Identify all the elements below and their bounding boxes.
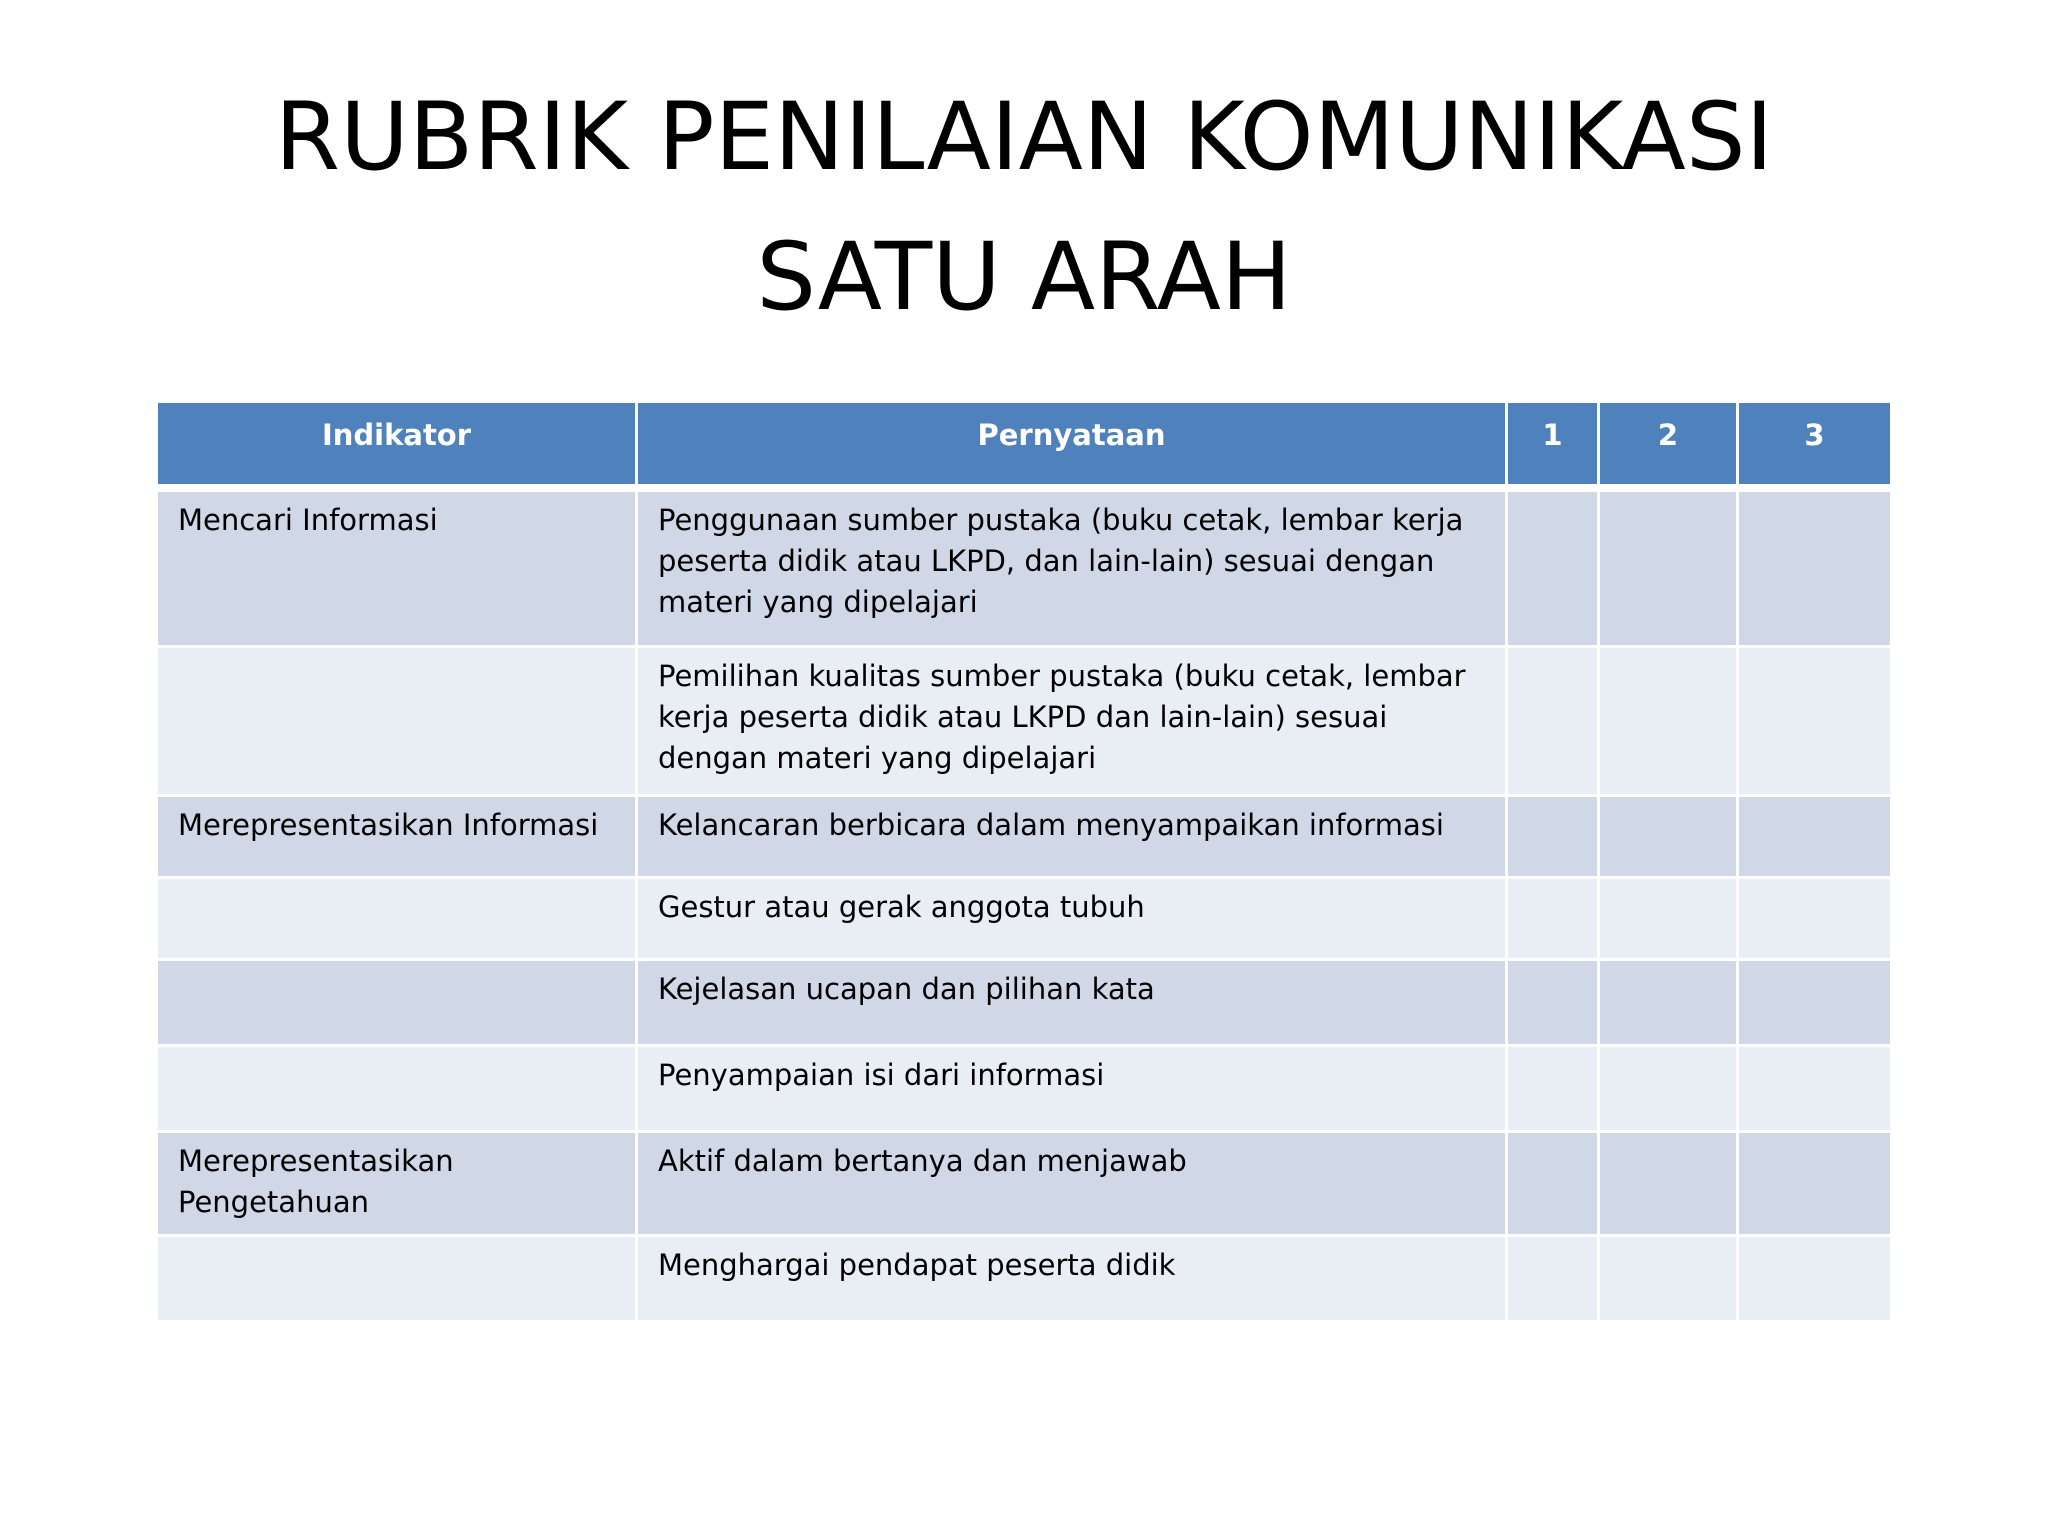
table-row <box>157 960 1892 1046</box>
slide-title <box>0 68 2048 348</box>
cell-score-1[interactable] <box>1507 960 1599 1046</box>
cell-score-3[interactable] <box>1738 1132 1892 1236</box>
cell-score-1[interactable] <box>1507 1046 1599 1132</box>
table-row <box>157 878 1892 960</box>
rubric-table <box>155 400 1893 1323</box>
cell-score-3[interactable] <box>1738 960 1892 1046</box>
table-row <box>157 1236 1892 1322</box>
cell-score-2[interactable] <box>1599 960 1738 1046</box>
cell-score-1[interactable] <box>1507 488 1599 647</box>
cell-score-1[interactable] <box>1507 878 1599 960</box>
cell-score-1[interactable] <box>1507 796 1599 878</box>
cell-pernyataan: Kejelasan ucapan dan pilihan kata <box>637 960 1507 1046</box>
table-body <box>157 488 1892 1322</box>
cell-score-2[interactable] <box>1599 488 1738 647</box>
cell-pernyataan: Kelancaran berbicara dalam menyampaikan informasi <box>637 796 1507 878</box>
cell-indikator <box>157 960 637 1046</box>
cell-score-1[interactable] <box>1507 647 1599 796</box>
cell-score-3[interactable] <box>1738 488 1892 647</box>
slide-title-line-2: SATU ARAH <box>756 223 1292 332</box>
table-row <box>157 647 1892 796</box>
header-indikator: Indikator <box>157 402 637 488</box>
cell-indikator: Mencari Informasi <box>157 488 637 647</box>
cell-pernyataan: Penyampaian isi dari informasi <box>637 1046 1507 1132</box>
header-score-2: 2 <box>1599 402 1738 488</box>
cell-score-1[interactable] <box>1507 1236 1599 1322</box>
cell-score-2[interactable] <box>1599 1132 1738 1236</box>
table-header-row <box>157 402 1892 488</box>
cell-score-2[interactable] <box>1599 878 1738 960</box>
cell-indikator <box>157 1046 637 1132</box>
table-row <box>157 1046 1892 1132</box>
cell-indikator: Merepresentasikan Informasi <box>157 796 637 878</box>
slide-title-line-1: RUBRIK PENILAIAN KOMUNIKASI <box>274 83 1774 192</box>
cell-score-3[interactable] <box>1738 796 1892 878</box>
cell-score-3[interactable] <box>1738 647 1892 796</box>
cell-score-2[interactable] <box>1599 647 1738 796</box>
cell-indikator <box>157 1236 637 1322</box>
cell-pernyataan: Penggunaan sumber pustaka (buku cetak, lembar kerja peserta didik atau LKPD, dan lain-lain) sesuai dengan materi yang dipelajari <box>637 488 1507 647</box>
cell-score-2[interactable] <box>1599 1046 1738 1132</box>
cell-indikator <box>157 647 637 796</box>
header-score-3: 3 <box>1738 402 1892 488</box>
cell-pernyataan: Menghargai pendapat peserta didik <box>637 1236 1507 1322</box>
cell-indikator: Merepresentasikan Pengetahuan <box>157 1132 637 1236</box>
cell-score-2[interactable] <box>1599 796 1738 878</box>
cell-score-3[interactable] <box>1738 878 1892 960</box>
cell-pernyataan: Gestur atau gerak anggota tubuh <box>637 878 1507 960</box>
table-header <box>157 402 1892 488</box>
header-pernyataan: Pernyataan <box>637 402 1507 488</box>
header-score-1: 1 <box>1507 402 1599 488</box>
cell-score-3[interactable] <box>1738 1236 1892 1322</box>
cell-indikator <box>157 878 637 960</box>
table-row <box>157 1132 1892 1236</box>
cell-score-2[interactable] <box>1599 1236 1738 1322</box>
cell-pernyataan: Aktif dalam bertanya dan menjawab <box>637 1132 1507 1236</box>
table-row <box>157 796 1892 878</box>
cell-score-3[interactable] <box>1738 1046 1892 1132</box>
table-row <box>157 488 1892 647</box>
cell-pernyataan: Pemilihan kualitas sumber pustaka (buku cetak, lembar kerja peserta didik atau LKPD dan lain-lain) sesuai dengan materi yang dipelajari <box>637 647 1507 796</box>
cell-score-1[interactable] <box>1507 1132 1599 1236</box>
